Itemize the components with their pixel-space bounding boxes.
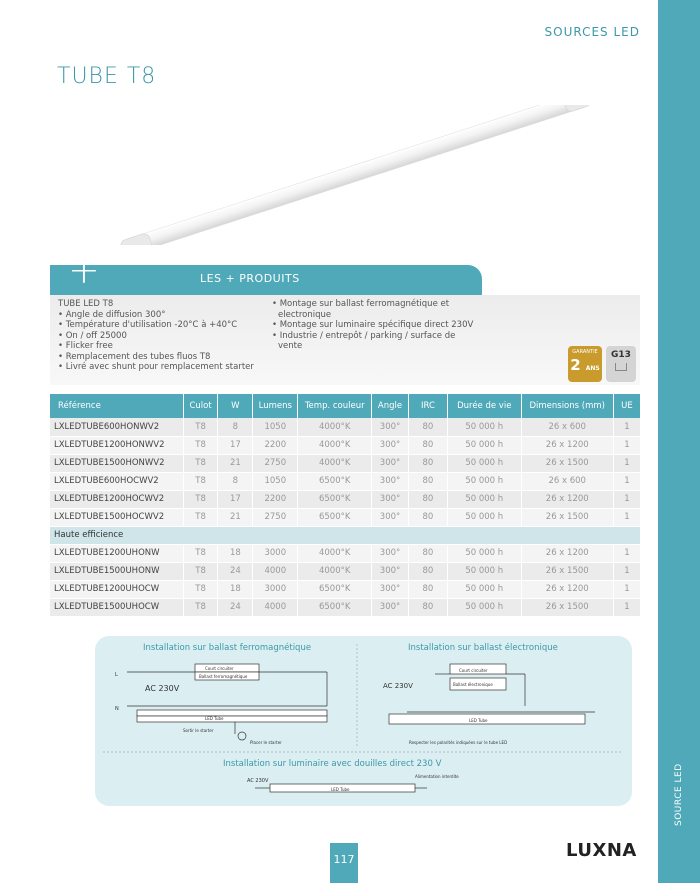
table-row (50, 418, 640, 436)
feature-line: • On / off 25000 (58, 330, 127, 341)
table-cell: 300° (372, 472, 409, 490)
col-header: Angle (372, 394, 409, 418)
table-row (50, 436, 640, 454)
feature-line: • Flicker free (58, 341, 113, 351)
ferro-court: Court circuiter (205, 666, 234, 671)
table-cell: LXLEDTUBE1200UHOCW (50, 580, 183, 598)
table-cell: 300° (372, 598, 409, 616)
table-cell: 1 (613, 454, 640, 472)
electro-polarites: Respecter les polarités indiquées sur le tube LED (409, 740, 508, 745)
table-row (50, 472, 640, 490)
feature-line: • Industrie / entrepôt / parking / surface de (272, 330, 456, 341)
table-cell: 50 000 h (447, 472, 521, 490)
wiring-diagram (95, 636, 632, 806)
table-cell: 2750 (253, 454, 298, 472)
direct-title: Installation sur luminaire avec douilles direct 230 V (223, 759, 442, 769)
table-cell: 26 x 1200 (521, 544, 613, 562)
socket-badge (606, 346, 636, 382)
table-cell: LXLEDTUBE1200UHONW (50, 544, 183, 562)
electro-tube: LED Tube (469, 718, 488, 723)
table-cell: 26 x 1200 (521, 580, 613, 598)
table-cell: 50 000 h (447, 580, 521, 598)
table-cell: T8 (183, 472, 218, 490)
features-panel (50, 295, 640, 385)
page-title: TUBE T8 (57, 64, 157, 89)
table-cell: 1050 (253, 472, 298, 490)
feature-line: • Température d'utilisation -20°C à +40°C (58, 320, 238, 330)
table-cell: LXLEDTUBE1500UHONW (50, 562, 183, 580)
brand-logo: LUXNA (566, 840, 637, 861)
table-cell: 4000°K (298, 436, 372, 454)
ferro-sortir: Sortir le starter (183, 728, 214, 733)
feature-line: • Remplacement des tubes fluos T8 (58, 351, 211, 362)
table-row (50, 544, 640, 562)
table-cell: 80 (408, 490, 447, 508)
table-cell: 80 (408, 598, 447, 616)
table-cell: 300° (372, 508, 409, 526)
socket-label: G13 (611, 350, 631, 360)
col-header: IRC (408, 394, 447, 418)
table-row (50, 580, 640, 598)
feature-line: • Montage sur luminaire spécifique direct 230V (272, 320, 474, 330)
col-header: Dimensions (mm) (521, 394, 613, 418)
table-cell: 1050 (253, 418, 298, 436)
table-cell: 50 000 h (447, 454, 521, 472)
products-title: LES + PRODUITS (200, 272, 300, 285)
table-cell: 80 (408, 508, 447, 526)
warranty-number: 2 (570, 356, 581, 374)
ferro-ballast: Ballast ferromagnétique (199, 674, 248, 679)
table-cell: 4000 (253, 562, 298, 580)
table-cell: T8 (183, 454, 218, 472)
warranty-label: GARANTIE (572, 349, 598, 355)
table-cell: 2200 (253, 490, 298, 508)
table-cell: LXLEDTUBE1200HOCWV2 (50, 490, 183, 508)
col-header: Référence (50, 394, 183, 418)
group-label: Haute efficience (50, 526, 640, 544)
table-cell: 50 000 h (447, 436, 521, 454)
ferro-n: N (115, 706, 119, 712)
table-cell: 26 x 1500 (521, 454, 613, 472)
table-cell: 80 (408, 544, 447, 562)
products-header (50, 248, 482, 295)
table-cell: 80 (408, 454, 447, 472)
direct-ac: AC 230V (247, 778, 269, 784)
table-cell: 26 x 1500 (521, 562, 613, 580)
table-cell: 3000 (253, 544, 298, 562)
product-image-led-tube (100, 105, 600, 245)
table-row (50, 454, 640, 472)
table-cell: 50 000 h (447, 508, 521, 526)
table-cell: 26 x 600 (521, 472, 613, 490)
table-cell: LXLEDTUBE1500HONWV2 (50, 454, 183, 472)
table-cell: 1 (613, 508, 640, 526)
table-cell: 1 (613, 472, 640, 490)
table-cell: 50 000 h (447, 544, 521, 562)
table-cell: 300° (372, 454, 409, 472)
ferro-l: L (115, 672, 118, 678)
col-header: Durée de vie (447, 394, 521, 418)
table-cell: 8 (218, 418, 253, 436)
direct-tube: LED Tube (331, 787, 350, 792)
table-cell: 6500°K (298, 490, 372, 508)
table-cell: 1 (613, 490, 640, 508)
installation-diagrams (95, 636, 632, 806)
table-cell: 300° (372, 418, 409, 436)
table-cell: 4000°K (298, 562, 372, 580)
table-cell: 1 (613, 418, 640, 436)
table-cell: LXLEDTUBE600HONWV2 (50, 418, 183, 436)
feature-line: • Angle de diffusion 300° (58, 309, 166, 320)
table-header-row (50, 394, 640, 418)
table-cell: 17 (218, 490, 253, 508)
table-cell: 50 000 h (447, 562, 521, 580)
col-header: Lumens (253, 394, 298, 418)
table-cell: 6500°K (298, 472, 372, 490)
table-cell: 1 (613, 562, 640, 580)
table-cell: 6500°K (298, 580, 372, 598)
table-cell: T8 (183, 436, 218, 454)
table-cell: 80 (408, 562, 447, 580)
side-strip (658, 0, 700, 883)
table-cell: 80 (408, 580, 447, 598)
table-body (50, 418, 640, 616)
table-cell: 24 (218, 562, 253, 580)
side-label: SOURCE LED (674, 763, 684, 827)
table-cell: T8 (183, 598, 218, 616)
table-cell: 17 (218, 436, 253, 454)
feature-line: • Livré avec shunt pour remplacement starter (58, 362, 254, 372)
col-header: Temp. couleur (298, 394, 372, 418)
table-cell: 80 (408, 436, 447, 454)
table-cell: 26 x 1500 (521, 508, 613, 526)
table-cell: 6500°K (298, 508, 372, 526)
ferro-tube: LED Tube (205, 716, 224, 721)
table-cell: 80 (408, 418, 447, 436)
table-cell: 18 (218, 580, 253, 598)
table-cell: T8 (183, 418, 218, 436)
table-cell: 4000 (253, 598, 298, 616)
table-cell: T8 (183, 544, 218, 562)
table-cell: 300° (372, 544, 409, 562)
table-row (50, 490, 640, 508)
col-header: Culot (183, 394, 218, 418)
socket-pin-icon (615, 363, 627, 371)
table-cell: 6500°K (298, 598, 372, 616)
table-cell: 21 (218, 454, 253, 472)
table-cell: 2200 (253, 436, 298, 454)
table-cell: 24 (218, 598, 253, 616)
electro-title: Installation sur ballast électronique (408, 643, 558, 653)
electro-ac: AC 230V (383, 682, 413, 690)
table-cell: 1 (613, 580, 640, 598)
table-cell: 300° (372, 580, 409, 598)
table-cell: 50 000 h (447, 490, 521, 508)
table-cell: 300° (372, 562, 409, 580)
table-cell: 4000°K (298, 454, 372, 472)
table-cell: T8 (183, 508, 218, 526)
table-cell: 18 (218, 544, 253, 562)
table-row (50, 562, 640, 580)
table-cell: T8 (183, 580, 218, 598)
table-cell: 1 (613, 598, 640, 616)
electro-court: Court circuiter (459, 668, 488, 673)
ferro-placer: Placer le starter (250, 740, 282, 745)
table-cell: 26 x 1200 (521, 436, 613, 454)
table-cell: T8 (183, 562, 218, 580)
table-cell: 4000°K (298, 418, 372, 436)
table-cell: 50 000 h (447, 418, 521, 436)
page-number: 117 (330, 843, 358, 883)
section-label: SOURCES LED (544, 25, 640, 39)
features-left (58, 299, 268, 373)
table-row (50, 508, 640, 526)
table-cell: 300° (372, 490, 409, 508)
warranty-badge (568, 346, 602, 382)
table-cell: 26 x 1500 (521, 598, 613, 616)
table-cell: LXLEDTUBE1500HOCWV2 (50, 508, 183, 526)
table-cell: T8 (183, 490, 218, 508)
feature-line: • Montage sur ballast ferromagnétique et (272, 299, 450, 309)
table-cell: 4000°K (298, 544, 372, 562)
feature-line: electronique (278, 309, 332, 320)
table-cell: 1 (613, 544, 640, 562)
electro-ballast: Ballast électronique (453, 682, 493, 687)
table-row (50, 598, 640, 616)
ferro-ac: AC 230V (145, 684, 180, 693)
col-header: W (218, 394, 253, 418)
features-right (272, 299, 482, 352)
feature-line: TUBE LED T8 (58, 299, 114, 309)
warranty-unit: ANS (585, 365, 600, 372)
table-cell: 26 x 600 (521, 418, 613, 436)
table-cell: 8 (218, 472, 253, 490)
table-group-row (50, 526, 640, 544)
table-cell: 300° (372, 436, 409, 454)
ferro-title: Installation sur ballast ferromagnétique (143, 643, 312, 653)
table-cell: 1 (613, 436, 640, 454)
spec-table (50, 394, 640, 617)
col-header: UE (613, 394, 640, 418)
direct-alimentation: Alimentation interdite (415, 774, 459, 779)
table-cell: 2750 (253, 508, 298, 526)
table-cell: LXLEDTUBE1500UHOCW (50, 598, 183, 616)
table-cell: 80 (408, 472, 447, 490)
feature-line: vente (278, 341, 303, 351)
plus-icon: + (68, 248, 100, 292)
table-cell: 50 000 h (447, 598, 521, 616)
table-cell: 3000 (253, 580, 298, 598)
table-cell: 21 (218, 508, 253, 526)
table-cell: LXLEDTUBE1200HONWV2 (50, 436, 183, 454)
table-cell: LXLEDTUBE600HOCWV2 (50, 472, 183, 490)
table-cell: 26 x 1200 (521, 490, 613, 508)
